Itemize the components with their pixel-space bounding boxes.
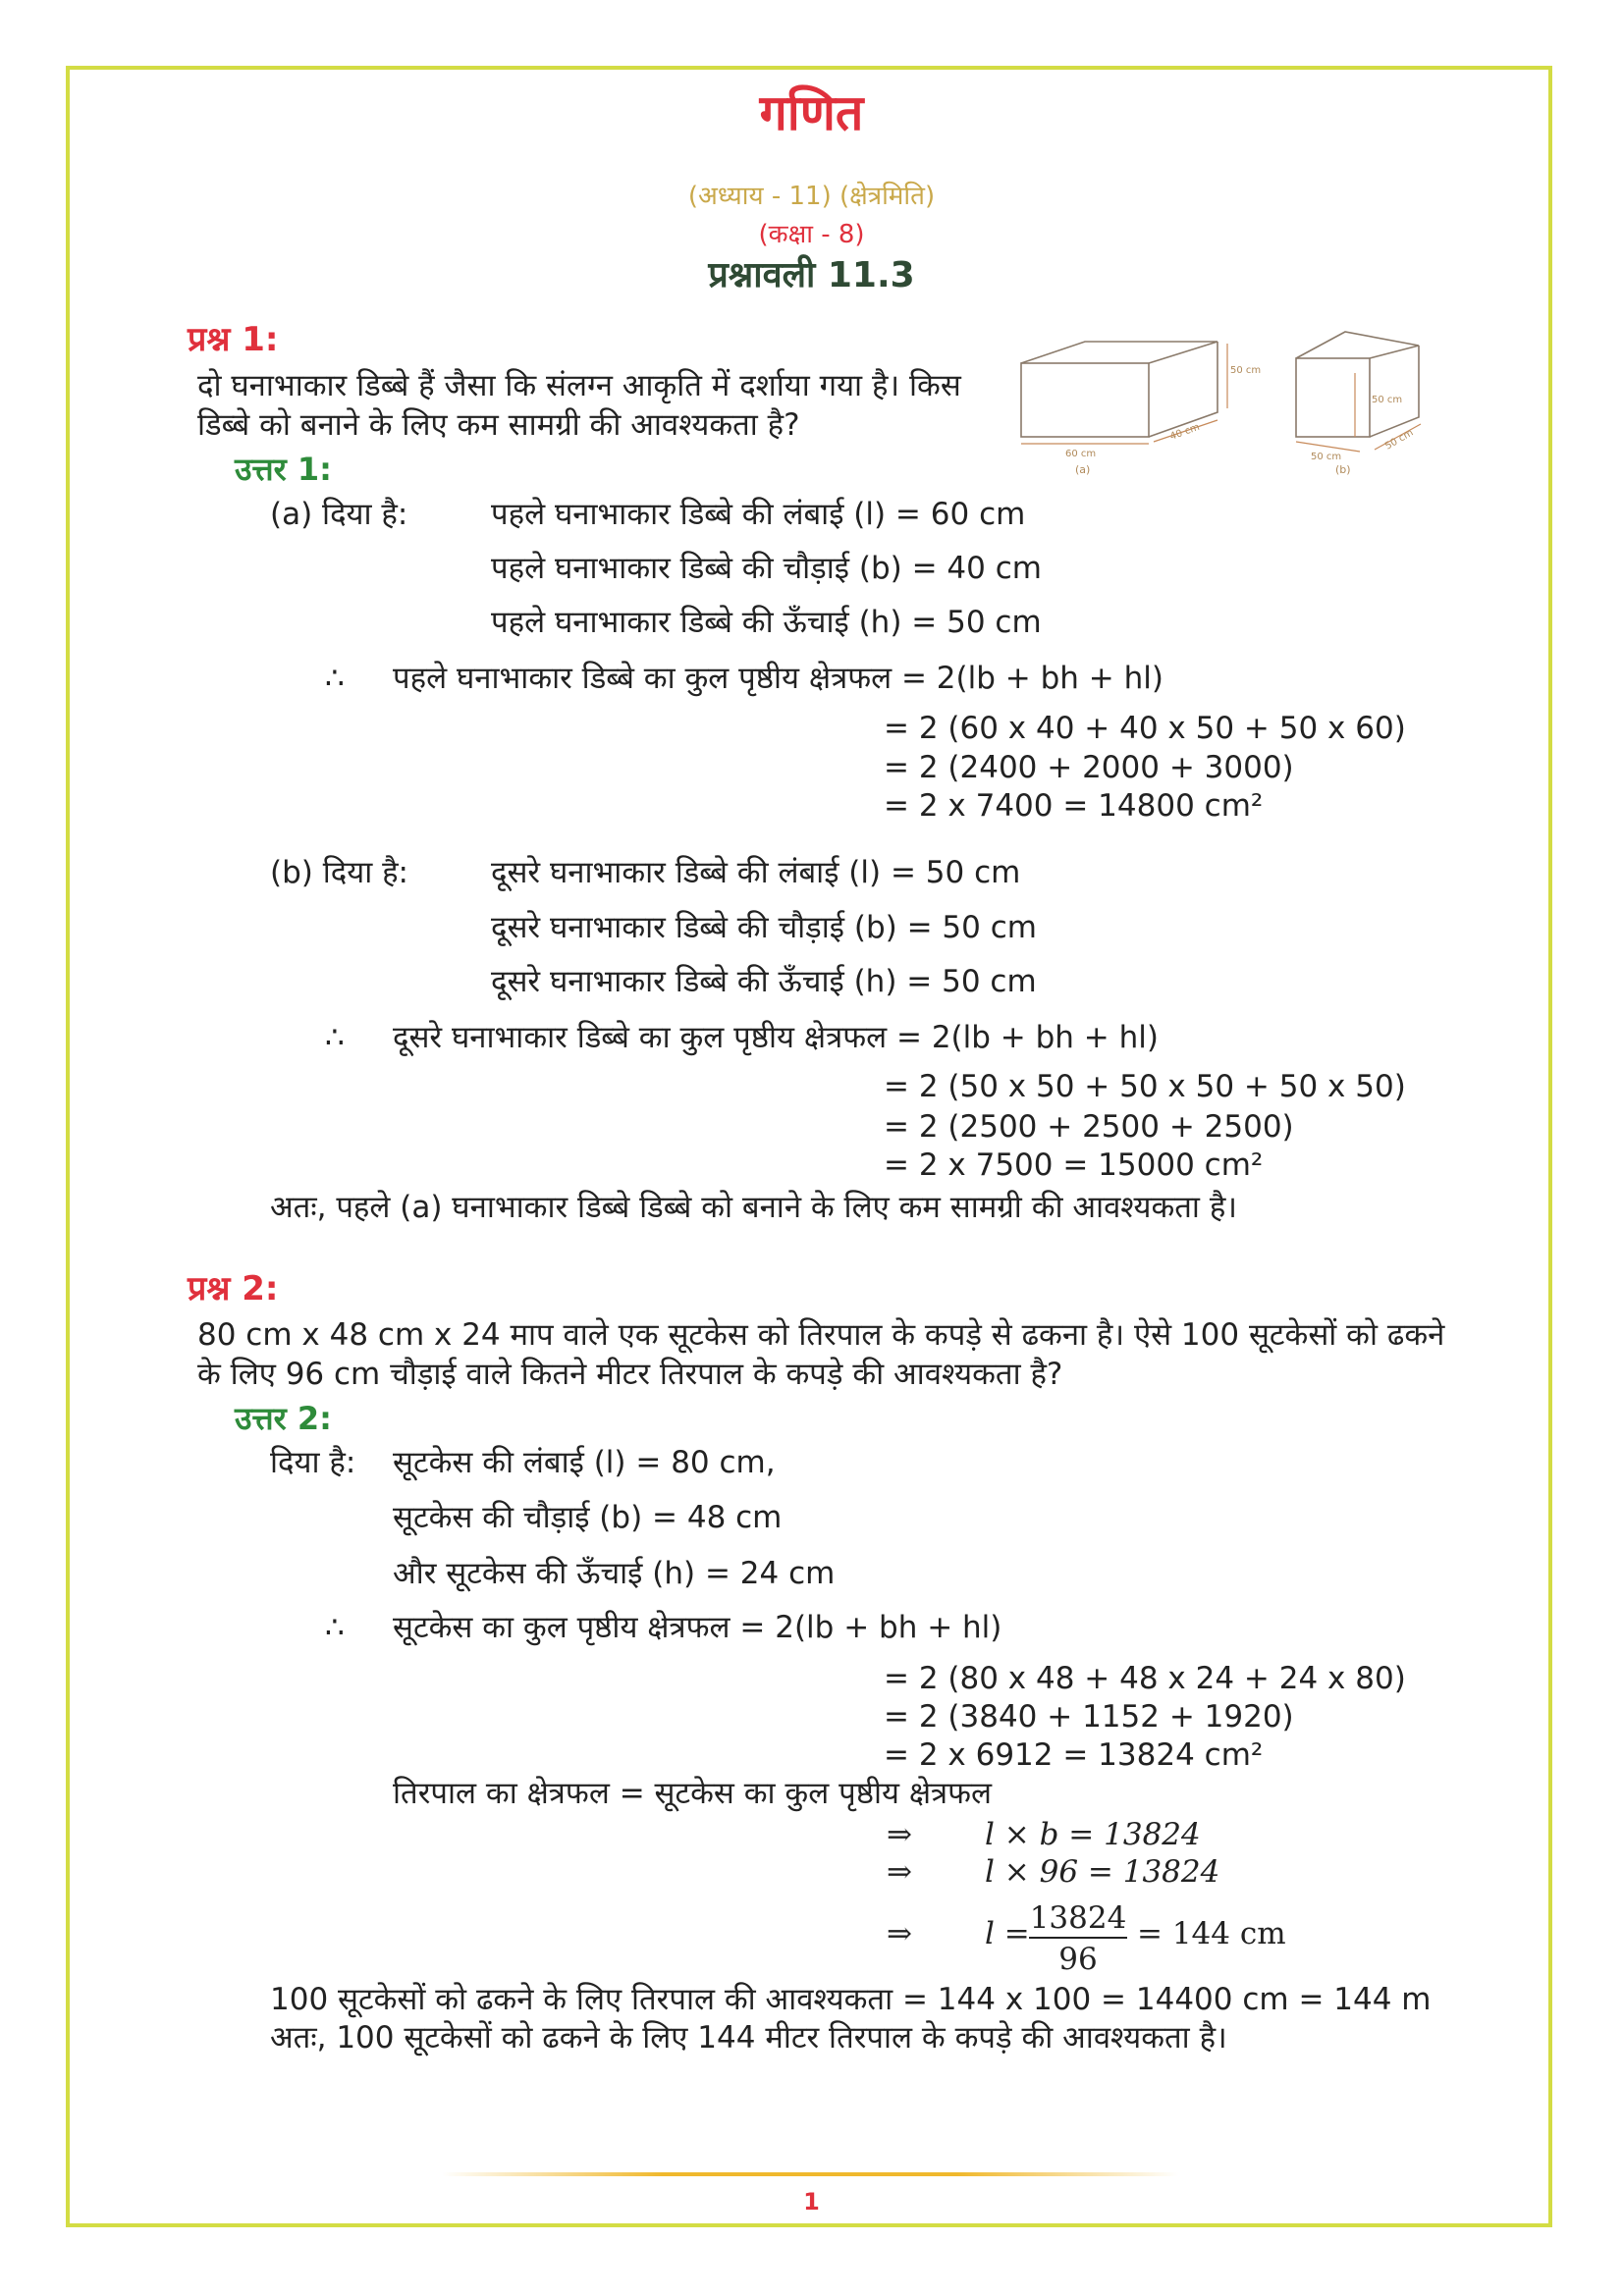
calc-step: = 2 (2400 + 2000 + 3000) — [884, 750, 1294, 785]
question-2-label: प्रश्न 2: — [188, 1269, 279, 1308]
svg-text:60 cm: 60 cm — [1065, 449, 1097, 459]
svg-text:50 cm: 50 cm — [1311, 452, 1342, 462]
given-line: सूटकेस की लंबाई (l) = 80 cm, — [393, 1445, 776, 1480]
requirement-line: 100 सूटकेसों को ढकने के लिए तिरपाल की आवश्यकता = 144 x 100 = 14400 cm = 144 m — [270, 1982, 1432, 2017]
calc-step: = 2 x 7400 = 14800 cm² — [884, 788, 1264, 824]
conclusion: अतः, पहले (a) घनाभाकार डिब्बे डिब्बे को बनाने के लिए कम सामग्री की आवश्यकता है। — [270, 1190, 1238, 1225]
given-line: पहले घनाभाकार डिब्बे की चौड़ाई (b) = 40 cm — [491, 551, 1042, 586]
given-label: (b) दिया है: — [270, 855, 408, 890]
fraction-result: = 144 cm — [1137, 1916, 1286, 1951]
given-line: सूटकेस की चौड़ाई (b) = 48 cm — [393, 1500, 783, 1535]
given-line: दूसरे घनाभाकार डिब्बे की लंबाई (l) = 50 cm — [491, 855, 1021, 890]
question-1-text: दो घनाभाकार डिब्बे हैं जैसा कि संलग्न आकृति में दर्शाया गया है। किस — [197, 368, 961, 403]
given-line: और सूटकेस की ऊँचाई (h) = 24 cm — [393, 1556, 836, 1591]
svg-text:(a): (a) — [1075, 463, 1091, 476]
equation: l × b = 13824 — [985, 1817, 1201, 1852]
given-line: पहले घनाभाकार डिब्बे की ऊँचाई (h) = 50 cm — [491, 605, 1042, 640]
class-heading: (कक्षा - 8) — [758, 220, 865, 249]
therefore-symbol: ∴ — [325, 1610, 345, 1645]
calc-step: = 2 (60 x 40 + 40 x 50 + 50 x 60) — [884, 711, 1406, 746]
calc-step: = 2 (80 x 48 + 48 x 24 + 24 x 80) — [884, 1661, 1406, 1696]
given-line: दूसरे घनाभाकार डिब्बे की चौड़ाई (b) = 50 cm — [491, 910, 1037, 945]
therefore-symbol: ∴ — [325, 661, 345, 696]
answer-2-label: उत्तर 2: — [235, 1400, 332, 1437]
formula-line: सूटकेस का कुल पृष्ठीय क्षेत्रफल = 2(lb + bh + hl) — [393, 1610, 1002, 1645]
question-2-text: के लिए 96 cm चौड़ाई वाले कितने मीटर तिरपाल के कपड़े की आवश्यकता है? — [197, 1357, 1063, 1392]
svg-text:50 cm: 50 cm — [1230, 365, 1262, 376]
conclusion: अतः, 100 सूटकेसों को ढकने के लिए 144 मीटर तिरपाल के कपड़े की आवश्यकता है। — [270, 2020, 1227, 2056]
calc-step: = 2 x 7500 = 15000 cm² — [884, 1148, 1264, 1183]
chapter-heading: (अध्याय - 11) (क्षेत्रमिति) — [687, 182, 936, 211]
footer-divider — [442, 2172, 1178, 2176]
svg-text:50 cm: 50 cm — [1383, 427, 1416, 453]
therefore-symbol: ∴ — [325, 1020, 345, 1055]
svg-text:40 cm: 40 cm — [1168, 421, 1202, 443]
calc-step: = 2 x 6912 = 13824 cm² — [884, 1737, 1264, 1773]
cuboid-figure — [1006, 314, 1438, 481]
tarpaulin-area-line: तिरपाल का क्षेत्रफल = सूटकेस का कुल पृष्ठीय क्षेत्रफल — [393, 1776, 993, 1811]
formula-line: पहले घनाभाकार डिब्बे का कुल पृष्ठीय क्षेत्रफल = 2(lb + bh + hl) — [393, 661, 1163, 696]
subject-title: गणित — [759, 84, 864, 141]
given-line: दूसरे घनाभाकार डिब्बे की ऊँचाई (h) = 50 cm — [491, 964, 1037, 999]
calc-step: = 2 (50 x 50 + 50 x 50 + 50 x 50) — [884, 1069, 1406, 1104]
implies-symbol: ⇒ — [887, 1817, 912, 1852]
given-label: दिया है: — [270, 1445, 356, 1480]
implies-symbol: ⇒ — [887, 1916, 912, 1951]
svg-text:(b): (b) — [1335, 463, 1351, 476]
fraction-denominator: 96 — [1058, 1942, 1098, 1977]
question-2-text: 80 cm x 48 cm x 24 माप वाले एक सूटकेस को तिरपाल के कपड़े से ढकना है। ऐसे 100 सूटकेसों को ढकने — [197, 1317, 1445, 1353]
calc-step: = 2 (3840 + 1152 + 1920) — [884, 1699, 1294, 1735]
fraction-lhs: l = — [985, 1916, 1030, 1951]
calc-step: = 2 (2500 + 2500 + 2500) — [884, 1109, 1294, 1145]
formula-line: दूसरे घनाभाकार डिब्बे का कुल पृष्ठीय क्षेत्रफल = 2(lb + bh + hl) — [393, 1020, 1159, 1055]
exercise-heading: प्रश्नावली 11.3 — [708, 255, 915, 295]
given-line: पहले घनाभाकार डिब्बे की लंबाई (l) = 60 cm — [491, 497, 1026, 532]
answer-1-label: उत्तर 1: — [235, 451, 332, 488]
question-1-text: डिब्बे को बनाने के लिए कम सामग्री की आवश्यकता है? — [197, 407, 800, 443]
page-number: 1 — [803, 2188, 820, 2216]
equation: l × 96 = 13824 — [985, 1854, 1220, 1890]
svg-text:50 cm: 50 cm — [1372, 395, 1403, 405]
fraction-numerator: 13824 — [1029, 1899, 1127, 1939]
implies-symbol: ⇒ — [887, 1854, 912, 1890]
given-label: (a) दिया है: — [270, 497, 408, 532]
question-1-label: प्रश्न 1: — [188, 320, 279, 359]
